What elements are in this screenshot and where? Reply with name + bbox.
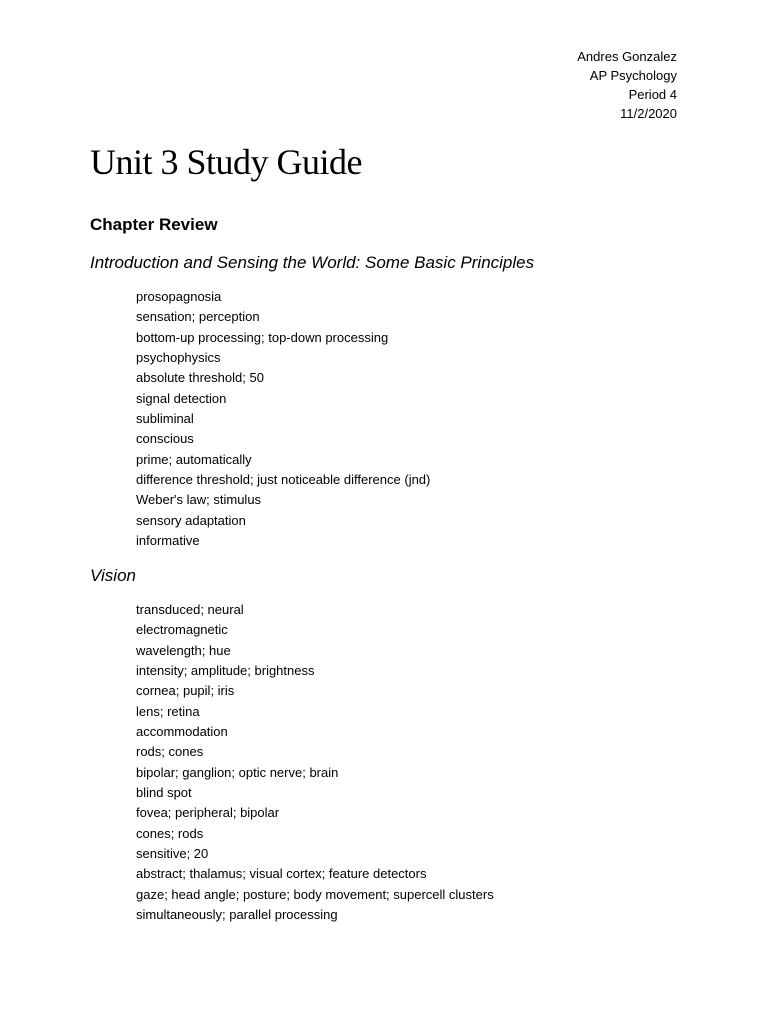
student-header <box>577 47 677 123</box>
list-item-answer: informative <box>136 533 200 549</box>
list-item-answer: lens; retina <box>136 703 200 719</box>
list-item-answer: subliminal <box>136 411 194 427</box>
list-item-answer: bipolar; ganglion; optic nerve; brain <box>136 764 339 780</box>
list-item-answer: signal detection <box>136 390 227 406</box>
list-item-answer: sensation; perception <box>136 309 260 325</box>
list-item-answer: rods; cones <box>136 744 204 760</box>
list-item-answer: sensitive; 20 <box>136 846 209 862</box>
list-item-answer: prosopagnosia <box>136 289 222 304</box>
list-item-answer: absolute threshold; 50 <box>136 370 264 386</box>
list-item-answer: Weber's law; stimulus <box>136 492 262 508</box>
document-title: Unit 3 Study Guide <box>90 142 363 182</box>
list-item-answer: difference threshold; just noticeable difference (jnd) <box>136 472 431 488</box>
list-item-answer: gaze; head angle; posture; body movement; supercell clusters <box>136 886 494 902</box>
list-item-answer: wavelength; hue <box>136 642 231 658</box>
list-item-answer: simultaneously; parallel processing <box>136 907 338 923</box>
document-date: 11/2/2020 <box>620 106 677 121</box>
course-name: AP Psychology <box>589 68 677 83</box>
list-item-answer: accommodation <box>136 724 228 740</box>
list-item-answer: bottom-up processing; top-down processing <box>136 329 389 345</box>
list-item-answer: cones; rods <box>136 825 204 841</box>
list-item-answer: psychophysics <box>136 350 221 366</box>
list-item-answer: transduced; neural <box>136 602 244 617</box>
list-item-answer: intensity; amplitude; brightness <box>136 663 315 679</box>
list-item-answer: sensory adaptation <box>136 512 246 528</box>
chapter-review-heading: Chapter Review <box>90 215 218 234</box>
list-item-answer: blind spot <box>136 785 192 801</box>
list-item-answer: electromagnetic <box>136 622 228 638</box>
list-item-answer: prime; automatically <box>136 451 252 467</box>
class-period: Period 4 <box>628 87 677 102</box>
vision-section-heading: Vision <box>90 566 136 585</box>
list-item-answer: fovea; peripheral; bipolar <box>136 805 280 821</box>
list-item-answer: cornea; pupil; iris <box>136 683 235 699</box>
list-item-answer: conscious <box>136 431 194 447</box>
student-name: Andres Gonzalez <box>577 49 677 64</box>
list-item-answer: abstract; thalamus; visual cortex; feature detectors <box>136 866 427 882</box>
intro-section-heading: Introduction and Sensing the World: Some Basic Principles <box>90 253 535 272</box>
